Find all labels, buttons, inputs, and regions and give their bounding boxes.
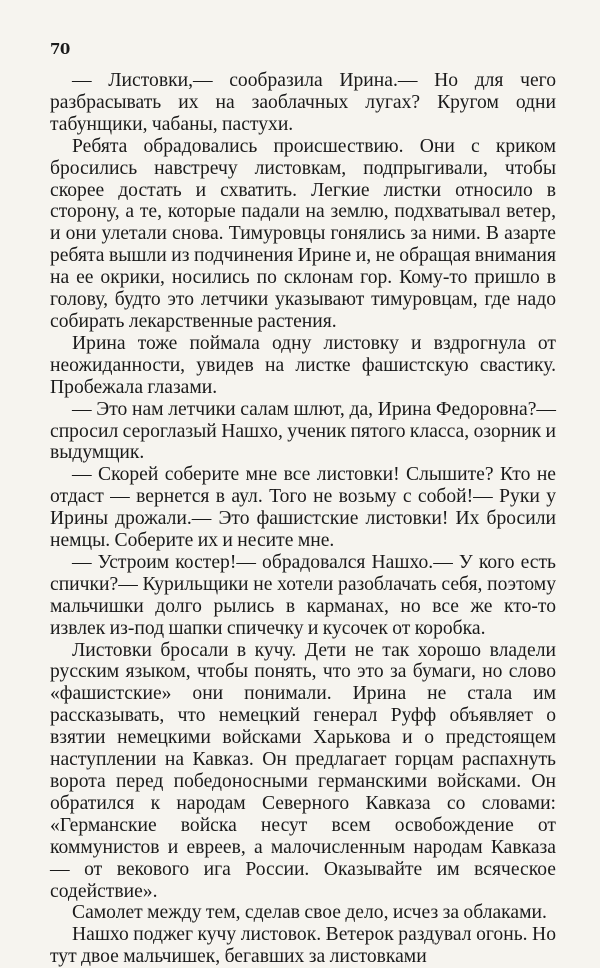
paragraph-6: — Устроим костер!— обрадовался Нашхо.— У кого есть спички?— Курильщики не хотели разоблачать себя, поэтому мальчишки долго рылись в карманах, но все же кто-то извлек из-под шапки спичечку и кусочек от коробка. <box>50 551 556 639</box>
paragraph-2: Ребята обрадовались происшествию. Они с криком бросились навстречу листовкам, подпрыгивали, чтобы скорее достать и схватить. Легкие листки относило в сторону, а те, которые падали на землю, подхватывал ветер, и они улетали снова. Тимуровцы гонялись за ними. В азарте ребята вышли из подчинения Ирине и, не обращая внимания на ее окрики, носились по склонам гор. Кому-то пришло в голову, будто это летчики указывают тимуровцам, где надо собирать лекарственные растения. <box>50 135 556 332</box>
paragraph-9: Нашхо поджег кучу листовок. Ветерок раздувал огонь. Но тут двое мальчишек, бегавших за листовками <box>50 924 556 968</box>
paragraph-4: — Это нам летчики салам шлют, да, Ирина Федоровна?— спросил сероглазый Нашхо, ученик пятого класса, озорник и выдумщик. <box>50 398 556 464</box>
paragraph-5: — Скорей соберите мне все листовки! Слышите? Кто не отдаст — вернется в аул. Того не возьму с собой!— Руки у Ирины дрожали.— Это фашистские листовки! Их бросили немцы. Соберите их и несите мне. <box>50 464 556 552</box>
paragraph-3: Ирина тоже поймала одну листовку и вздрогнула от неожиданности, увидев на листке фашистскую свастику. Пробежала глазами. <box>50 332 556 398</box>
body-text <box>50 70 556 968</box>
paragraph-8: Самолет между тем, сделав свое дело, исчез за облаками. <box>72 902 547 924</box>
page-number: 70 <box>50 40 70 58</box>
paragraph-7: Листовки бросали в кучу. Дети не так хорошо владели русским языком, чтобы понять, что это за бумаги, но слово «фашистские» они понимали. Ирина не стала им рассказывать, что немецкий генерал Руфф объявляет о взятии немецкими войсками Харькова и о предстоящем наступлении на Кавказ. Он предлагает горцам распахнуть ворота перед победоносными германскими войсками. Он обратился к народам Северного Кавказа со словами: «Германские войска несут всем освобождение от коммунистов и евреев, а малочисленным народам Кавказа — от векового ига России. Оказывайте им всяческое содействие». <box>50 639 556 902</box>
paragraph-1: — Листовки,— сообразила Ирина.— Но для чего разбрасывать их на заоблачных лугах? Кругом одни табунщики, чабаны, пастухи. <box>50 70 556 135</box>
